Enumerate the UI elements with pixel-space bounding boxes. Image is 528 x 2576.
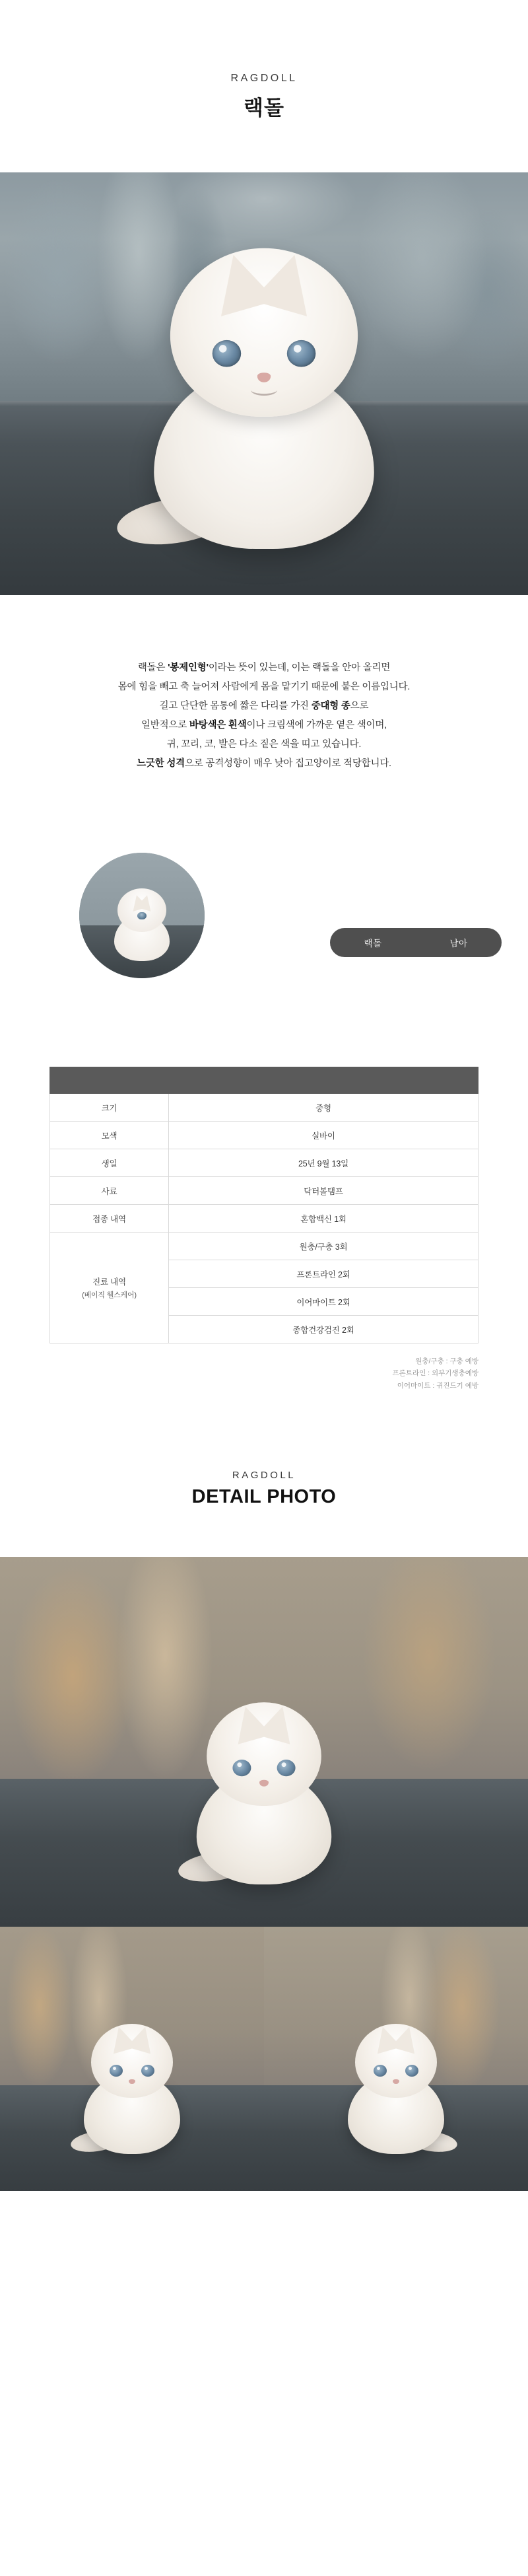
spec-table-body bbox=[50, 1094, 478, 1343]
table-note-line: 원충/구충 : 구충 예방 bbox=[415, 1357, 478, 1365]
breed-description bbox=[0, 595, 528, 842]
profile-badge bbox=[330, 928, 502, 957]
detail-left-kitten-eye-left bbox=[110, 2065, 123, 2077]
table-row bbox=[50, 1205, 478, 1233]
spec-key: 모색 bbox=[50, 1122, 169, 1149]
description-paragraph bbox=[40, 659, 488, 773]
kitten-nose bbox=[257, 373, 271, 382]
care-key-cell bbox=[50, 1233, 169, 1343]
detail-right-kitten-nose bbox=[393, 2079, 399, 2084]
table-header-row bbox=[50, 1067, 478, 1094]
detail-right-kitten-illustration bbox=[333, 2012, 459, 2154]
detail-left-kitten-eye-right bbox=[141, 2065, 154, 2077]
desc-line1-c: 이라는 뜻이 있는데, 이는 랙돌을 안아 올리면 bbox=[208, 662, 391, 673]
spec-key: 크기 bbox=[50, 1094, 169, 1122]
table-note-line: 이어마이트 : 귀진드기 예방 bbox=[397, 1381, 478, 1390]
table-row bbox=[50, 1177, 478, 1205]
detail-photo-large bbox=[0, 1557, 528, 1927]
avatar-kitten-head bbox=[117, 888, 166, 932]
desc-line4-highlight: 바탕색은 흰색 bbox=[189, 720, 247, 731]
detail-photo-header bbox=[0, 1392, 528, 1557]
page-header bbox=[0, 0, 528, 172]
hero-kitten-illustration bbox=[121, 223, 408, 549]
table-notes bbox=[50, 1355, 478, 1392]
desc-line3-a: 길고 단단한 몸통에 짧은 다리를 가진 bbox=[159, 701, 312, 711]
avatar-kitten-illustration bbox=[106, 880, 178, 961]
detail-left-kitten-ear-right bbox=[127, 2024, 158, 2054]
table-row bbox=[50, 1094, 478, 1122]
detail-photo-left bbox=[0, 1927, 264, 2191]
desc-line4-a: 일반적으로 bbox=[141, 720, 189, 731]
detail-eyebrow: RAGDOLL bbox=[232, 1470, 296, 1482]
care-value: 원충/구충 3회 bbox=[169, 1233, 478, 1260]
desc-line6-highlight: 느긋한 성격 bbox=[137, 758, 185, 769]
detail-right-kitten-eye-right bbox=[405, 2065, 418, 2077]
desc-line1-a: 랙돌은 bbox=[137, 662, 168, 673]
desc-line1-highlight: '봉제인형' bbox=[168, 662, 209, 673]
table-row bbox=[50, 1233, 478, 1260]
detail-left-kitten-illustration bbox=[69, 2012, 195, 2154]
detail-kitten-eye-right bbox=[277, 1760, 296, 1776]
detail-kitten-eye-left bbox=[232, 1760, 251, 1776]
profile-breed: 랙돌 bbox=[364, 939, 382, 948]
avatar-kitten-eye-right bbox=[139, 912, 147, 919]
spec-table-head bbox=[50, 1067, 478, 1094]
detail-kitten-nose bbox=[259, 1780, 269, 1787]
table-notes-section bbox=[0, 1355, 528, 1392]
spec-header-value bbox=[169, 1067, 478, 1094]
detail-title: DETAIL PHOTO bbox=[191, 1486, 337, 1508]
header-eyebrow: RAGDOLL bbox=[230, 73, 298, 84]
detail-left-kitten-head bbox=[91, 2024, 173, 2098]
kitten-eye-right bbox=[287, 340, 316, 367]
care-value: 프론트라인 2회 bbox=[169, 1260, 478, 1288]
spec-value: 혼합백신 1회 bbox=[169, 1205, 478, 1233]
spec-key: 생일 bbox=[50, 1149, 169, 1177]
desc-line6-b: 으로 공격성향이 매우 낮아 집고양이로 적당합니다. bbox=[184, 758, 391, 769]
table-row bbox=[50, 1149, 478, 1177]
spec-table-section bbox=[0, 1040, 528, 1343]
care-key-sublabel: (베이직 웰스케어) bbox=[82, 1291, 137, 1299]
detail-photo-row bbox=[0, 1927, 528, 2191]
desc-line3-c: 으로 bbox=[350, 701, 369, 711]
desc-line4-c: 이나 크림색에 가까운 옅은 색이며, bbox=[246, 720, 387, 731]
spec-header-key bbox=[50, 1067, 169, 1094]
hero-image bbox=[0, 172, 528, 595]
care-key-label: 진료 내역 bbox=[92, 1277, 126, 1287]
spec-value: 25년 9월 13일 bbox=[169, 1149, 478, 1177]
desc-line2: 몸에 힘을 빼고 축 늘어져 사람에게 몸을 맡기기 때문에 붙은 이름입니다. bbox=[117, 682, 411, 692]
spec-key: 접종 내역 bbox=[50, 1205, 169, 1233]
table-row bbox=[50, 1122, 478, 1149]
spec-value: 닥터볼탬프 bbox=[169, 1177, 478, 1205]
detail-right-kitten-head bbox=[355, 2024, 437, 2098]
detail-right-kitten-eye-left bbox=[374, 2065, 387, 2077]
detail-photo-right bbox=[264, 1927, 528, 2191]
spec-key: 사료 bbox=[50, 1177, 169, 1205]
detail-left-kitten-nose bbox=[129, 2079, 135, 2084]
care-value: 종합건강검진 2회 bbox=[169, 1316, 478, 1343]
desc-line5: 귀, 꼬리, 코, 발은 다소 짙은 색을 띠고 있습니다. bbox=[166, 739, 362, 750]
detail-right-kitten-ear-right bbox=[391, 2024, 422, 2054]
page-title: 랙돌 bbox=[244, 96, 284, 120]
kitten-mouth bbox=[251, 384, 278, 396]
spec-table bbox=[50, 1067, 478, 1343]
kitten-eye-left bbox=[213, 340, 242, 367]
profile-section bbox=[0, 842, 528, 1040]
avatar bbox=[79, 853, 205, 978]
spec-value: 중형 bbox=[169, 1094, 478, 1122]
kitten-head bbox=[170, 248, 358, 417]
spec-value: 실바이 bbox=[169, 1122, 478, 1149]
desc-line3-highlight: 중대형 종 bbox=[311, 701, 350, 711]
care-value: 이어마이트 2회 bbox=[169, 1288, 478, 1316]
detail-kitten-head bbox=[207, 1702, 321, 1806]
detail-kitten-illustration bbox=[176, 1686, 352, 1884]
table-note-line: 프론트라인 : 외부기생충예방 bbox=[392, 1369, 478, 1378]
profile-gender: 남아 bbox=[449, 939, 468, 948]
